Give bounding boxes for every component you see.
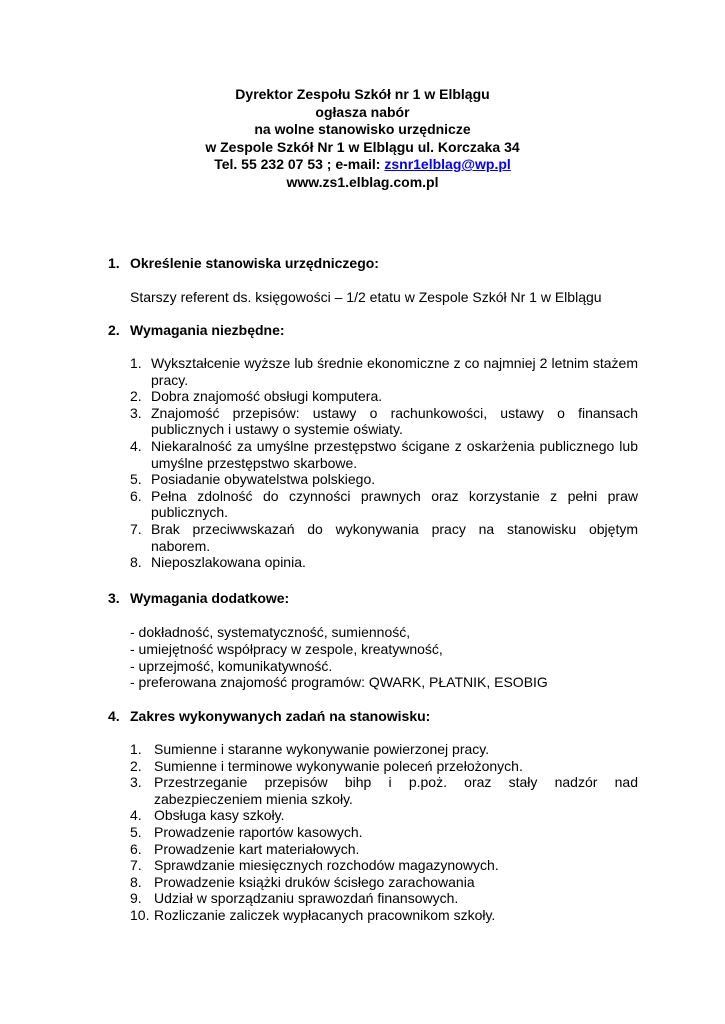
list-item — [130, 488, 638, 521]
header-line-position: na wolne stanowisko urzędnicze — [254, 121, 471, 137]
list-item-number: 2. — [130, 388, 142, 405]
list-item — [130, 554, 638, 571]
list-item-text: Obsługa kasy szkoły. — [154, 807, 285, 824]
section-3-heading — [108, 590, 289, 607]
list-item-text: Prowadzenie raportów kasowych. — [154, 823, 363, 840]
list-item — [130, 521, 638, 554]
duties-list — [130, 741, 638, 924]
additional-qualifications-list — [130, 624, 548, 691]
section-2-heading — [108, 322, 285, 339]
list-item-number: 8. — [130, 873, 142, 890]
list-item-text: Prowadzenie kart materiałowych. — [154, 840, 360, 857]
section-number: 2. — [108, 322, 120, 338]
required-qualifications-list — [130, 355, 638, 571]
list-item-number: 3. — [130, 404, 142, 421]
list-item-text: Rozliczanie zaliczek wypłacanych pracownikom szkoły. — [154, 906, 496, 923]
list-item — [130, 405, 638, 438]
section-title: Wymagania niezbędne: — [130, 322, 285, 338]
list-item-text: Sprawdzanie miesięcznych rozchodów magazynowych. — [154, 857, 499, 874]
header-line-announces: ogłasza nabór — [315, 103, 410, 120]
list-item — [130, 388, 638, 405]
list-item-text: Sumienne i terminowe wykonywanie poleceń przełożonych. — [154, 757, 523, 774]
list-item — [130, 841, 638, 858]
list-item — [130, 857, 638, 874]
header-phone-text: Tel. 55 232 07 53 ; e-mail: — [214, 156, 385, 172]
section-number: 3. — [108, 590, 120, 606]
email-link[interactable]: zsnr1elblag@wp.pl — [384, 156, 511, 172]
list-item: - preferowana znajomość programów: QWARK, PŁATNIK, ESOBIG — [130, 674, 548, 691]
list-item: - dokładność, systematyczność, sumienność, — [130, 624, 411, 640]
section-number: 1. — [108, 255, 120, 271]
list-item-text: Pełna zdolność do czynności prawnych oraz korzystanie z pełni praw publicznych. — [151, 487, 638, 521]
list-item — [130, 774, 638, 807]
list-item — [130, 807, 638, 824]
list-item-number: 1. — [130, 741, 142, 757]
list-item — [130, 874, 638, 891]
header-line-director: Dyrektor Zespołu Szkół nr 1 w Elblągu — [235, 86, 490, 102]
header-line-address: w Zespole Szkół Nr 1 w Elblągu ul. Korczaka 34 — [205, 138, 520, 155]
list-item-text: Dobra znajomość obsługi komputera. — [151, 388, 383, 405]
list-item — [130, 890, 638, 907]
list-item-text: Niekaralność za umyślne przestępstwo ścigane z oskarżenia publicznego lub umyślne przestępstwo skarbowe. — [151, 437, 638, 471]
list-item — [130, 907, 638, 924]
list-item-number: 7. — [130, 857, 142, 874]
list-item-number: 6. — [130, 840, 142, 857]
section-title: Określenie stanowiska urzędniczego: — [130, 255, 379, 271]
list-item-text: Nieposzlakowana opinia. — [151, 554, 306, 571]
list-item — [130, 438, 638, 471]
position-description: Starszy referent ds. księgowości – 1/2 etatu w Zespole Szkół Nr 1 w Elblągu — [130, 289, 602, 305]
section-title: Wymagania dodatkowe: — [130, 590, 290, 606]
header-line-contact — [0, 156, 725, 174]
list-item-text: Posiadanie obywatelstwa polskiego. — [151, 471, 376, 488]
header-website: www.zs1.elblag.com.pl — [286, 173, 439, 190]
list-item-number: 5. — [130, 823, 142, 840]
list-item-number: 1. — [130, 355, 142, 371]
list-item-number: 4. — [130, 437, 142, 454]
section-title: Zakres wykonywanych zadań na stanowisku: — [130, 708, 431, 724]
section-1-heading — [108, 255, 379, 272]
list-item-text: Prowadzenie książki druków ścisłego zarachowania — [154, 873, 475, 890]
list-item: - umiejętność współpracy w zespole, kreatywność, — [130, 640, 443, 657]
list-item — [130, 355, 638, 388]
section-number: 4. — [108, 708, 120, 724]
list-item — [130, 741, 638, 758]
list-item-number: 9. — [130, 890, 142, 907]
section-4-heading — [108, 708, 430, 725]
list-item — [130, 824, 638, 841]
list-item-text: Wykształcenie wyższe lub średnie ekonomiczne z co najmniej 2 letnim stażem pracy. — [151, 355, 638, 388]
list-item: - uprzejmość, komunikatywność. — [130, 657, 333, 674]
list-item-number: 5. — [130, 471, 142, 488]
list-item-number: 8. — [130, 554, 142, 571]
list-item-text: Udział w sporządzaniu sprawozdań finansowych. — [154, 890, 459, 907]
list-item-text: Znajomość przepisów: ustawy o rachunkowości, ustawy o finansach publicznych i ustawy o systemie oświaty. — [151, 404, 638, 438]
list-item-number: 6. — [130, 487, 142, 504]
list-item — [130, 471, 638, 488]
list-item-text: Sumienne i staranne wykonywanie powierzonej pracy. — [154, 741, 490, 757]
list-item-text: Brak przeciwwskazań do wykonywania pracy na stanowisku objętym naborem. — [151, 520, 638, 554]
list-item-number: 4. — [130, 807, 142, 824]
announcement-header — [0, 86, 725, 191]
list-item-number: 7. — [130, 520, 142, 537]
list-item — [130, 758, 638, 775]
list-item-number: 3. — [130, 774, 142, 791]
list-item-number: 2. — [130, 757, 142, 774]
list-item-text: Przestrzeganie przepisów bihp i p.poż. oraz stały nadzór nad zabezpieczeniem mienia szkoły. — [154, 774, 638, 807]
list-item-number: 10. — [130, 906, 150, 923]
